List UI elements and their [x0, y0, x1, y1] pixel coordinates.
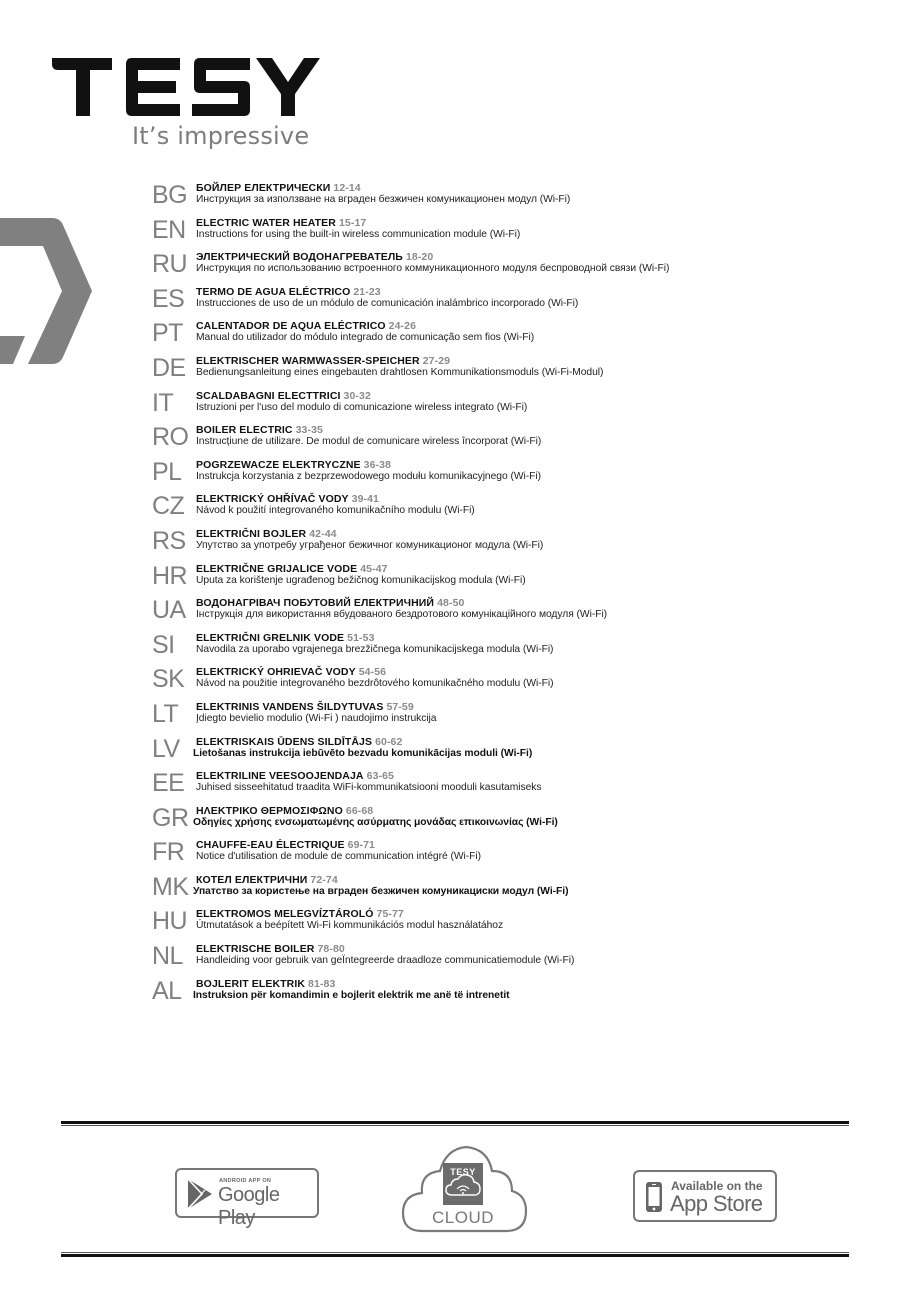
phone-icon — [645, 1181, 663, 1213]
section-title — [196, 217, 520, 229]
section-description: Įdiegto bevielio modulio (Wi-Fi ) naudojimo instrukcija — [196, 712, 437, 724]
section-title — [196, 805, 558, 817]
section-title — [196, 320, 534, 332]
section-title-text: CALENTADOR DE AQUA ELÉCTRICO — [196, 320, 386, 333]
page-range: 42-44 — [309, 527, 337, 540]
section-title-text: ELECTRIC WATER HEATER — [196, 216, 336, 229]
section-description: Lietošanas instrukcija iebūvēto bezvadu komunikācijas moduli (Wi-Fi) — [193, 747, 533, 759]
language-entry-lt — [150, 699, 870, 734]
section-title — [196, 908, 503, 920]
page-range: 27-29 — [422, 354, 451, 367]
language-entry-de — [150, 353, 870, 388]
section-title — [196, 182, 570, 194]
app-store-badge[interactable] — [633, 1170, 777, 1222]
section-title-text: ELEKTRISKAIS ŪDENS SILDĪTĀJS — [196, 735, 373, 748]
brand-tagline: It’s impressive — [132, 122, 310, 150]
section-title — [196, 978, 510, 990]
section-title-text: ΗΛΕΚΤΡΙΚΟ ΘΕΡΜΟΣΙΦΩΝΟ — [196, 804, 343, 817]
language-entry-al — [150, 976, 870, 1011]
section-description: Juhised sisseehitatud traadita WiFi-kommunikatsiooni mooduli kasutamiseks — [196, 782, 542, 794]
language-index — [150, 180, 870, 1010]
page-range: 69-71 — [347, 839, 375, 852]
language-code: SI — [152, 630, 175, 659]
page-range: 78-80 — [317, 943, 345, 956]
section-description: Инструкция за използване на вграден безжичен комуникационен модул (Wi-Fi) — [196, 194, 571, 205]
section-title — [196, 701, 436, 713]
language-code: FR — [152, 838, 185, 867]
language-code: MK — [152, 872, 189, 901]
language-code: NL — [152, 942, 183, 971]
language-text — [196, 666, 554, 690]
language-code: EE — [152, 769, 185, 798]
section-description: Útmutatások a beépített Wi-Fi kommunikációs modul használatához — [196, 920, 504, 932]
language-entry-ee — [150, 768, 870, 803]
section-title — [196, 286, 578, 298]
section-title-text: ELEKTRINIS VANDENS ŠILDYTUVAS — [196, 700, 384, 713]
cloud-tile-label: TESY — [450, 1167, 476, 1177]
language-code: AL — [152, 976, 182, 1005]
section-title-text: ЭЛЕКТРИЧЕСКИЙ ВОДОНАГРЕВАТЕЛЬ — [196, 251, 403, 264]
language-entry-ua — [150, 595, 870, 630]
language-code: LT — [152, 699, 179, 728]
section-title — [196, 597, 607, 609]
language-code: RU — [152, 250, 188, 279]
app-store-label: App Store — [670, 1191, 763, 1216]
language-entry-hu — [150, 906, 870, 941]
section-description: Notice d'utilisation de module de communication intégré (Wi-Fi) — [196, 851, 481, 863]
page-range: 30-32 — [343, 389, 371, 402]
language-code: UA — [152, 596, 186, 625]
language-code: HU — [152, 907, 188, 936]
language-text — [196, 528, 543, 552]
section-title — [196, 874, 568, 886]
section-description: Упутство за употребу уграђеног бежичног комуникационог модула (Wi-Fi) — [196, 539, 544, 551]
language-text — [196, 770, 541, 794]
language-code: DE — [152, 353, 186, 382]
section-title — [196, 632, 553, 644]
language-code: BG — [152, 181, 188, 209]
section-description: Uputa za korištenje ugrađenog bežičnog komunikacijskog modula (Wi-Fi) — [196, 574, 526, 586]
section-title-text: BOILER ELECTRIC — [196, 424, 293, 437]
language-code: RO — [152, 423, 189, 452]
google-play-icon — [186, 1178, 214, 1210]
section-title — [196, 943, 574, 955]
language-code: CZ — [152, 492, 185, 521]
section-title — [196, 839, 481, 851]
language-code: PL — [152, 457, 182, 486]
section-title — [196, 770, 541, 782]
language-code: SK — [152, 665, 185, 694]
section-title — [196, 424, 541, 436]
section-description: Инструкция по использованию встроенного коммуникационного модуля беспроводной связи (Wi-Fi) — [196, 263, 670, 275]
page-range: 45-47 — [360, 562, 388, 575]
section-title-text: BOJLERIT ELEKTRIK — [196, 977, 306, 990]
section-description: Navodila za uporabo vgrajenega brezžičnega komunikacijskega modula (Wi-Fi) — [196, 643, 554, 655]
language-text — [196, 182, 570, 206]
language-text — [196, 459, 541, 483]
page-range: 57-59 — [386, 700, 414, 713]
section-title-text: ELEKTROMOS MELEGVÍZTÁROLÓ — [196, 908, 374, 921]
language-text — [196, 390, 527, 414]
language-entry-ru — [150, 249, 870, 284]
section-title-text: БОЙЛЕР ЕЛЕКТРИЧЕСКИ — [196, 182, 331, 194]
page-range: 18-20 — [405, 251, 434, 264]
section-description: Instrukcja korzystania z bezprzewodowego modułu komunikacyjnego (Wi-Fi) — [196, 470, 541, 482]
google-play-badge[interactable] — [175, 1168, 319, 1229]
section-title-text: POGRZEWACZE ELEKTRYCZNE — [196, 458, 361, 471]
section-description: Istruzioni per l'uso del modulo di comunicazione wireless integrato (Wi-Fi) — [196, 401, 528, 413]
section-description: Instructions for using the built-in wireless communication module (Wi-Fi) — [196, 228, 521, 240]
language-code: GR — [152, 803, 189, 832]
language-entry-pt — [150, 318, 870, 353]
section-description: Bedienungsanleitung eines eingebauten drahtlosen Kommunikationsmoduls (Wi-Fi-Modul) — [196, 366, 604, 378]
section-title-text: ELEKTRILINE VEESOOJENDAJA — [196, 770, 364, 783]
section-title — [196, 459, 541, 471]
language-text — [196, 839, 481, 863]
section-description: Instrucțiune de utilizare. De modul de comunicare wireless încorporat (Wi-Fi) — [196, 436, 542, 448]
language-text — [193, 804, 558, 829]
section-description: Handleiding voor gebruik van geÏntegreerde draadloze communicatiemodule (Wi-Fi) — [196, 955, 575, 967]
section-title-text: ELEKTRISCHE BOILER — [196, 943, 315, 956]
section-title-text: ELEKTRICKÝ OHRIEVAČ VODY — [196, 666, 356, 679]
language-text — [196, 493, 475, 517]
language-code: ES — [152, 284, 185, 313]
language-entry-bg — [150, 180, 870, 215]
language-text — [193, 977, 510, 1002]
section-description: Manual do utilizador do módulo integrado de comunicação sem fios (Wi-Fi) — [196, 332, 535, 344]
language-entry-sk — [150, 664, 870, 699]
language-code: EN — [152, 215, 186, 244]
section-description: Instruksion për komandimin e bojlerit elektrik me anë të intrenetit — [193, 989, 510, 1001]
language-code: IT — [152, 388, 174, 417]
footer-bottom-rule — [61, 1252, 849, 1257]
language-text — [196, 217, 520, 241]
page-range: 12-14 — [333, 182, 361, 194]
language-text — [196, 320, 534, 344]
language-text — [196, 701, 436, 725]
section-title-text: ELEKTRIČNI GRELNIK VODE — [196, 631, 345, 644]
language-text — [196, 563, 526, 587]
page-range: 33-35 — [295, 424, 323, 437]
page-range: 81-83 — [308, 977, 336, 990]
section-title — [196, 736, 532, 748]
section-title — [196, 666, 554, 678]
language-text — [196, 286, 578, 310]
language-entry-cz — [150, 491, 870, 526]
language-entry-it — [150, 388, 870, 423]
section-description: Інструкція для використання вбудованого бездротового комунікаційного модуля (Wi-Fi) — [196, 609, 608, 621]
page-range: 54-56 — [358, 666, 387, 679]
language-entry-fr — [150, 837, 870, 872]
section-title-text: CHAUFFE-EAU ÉLECTRIQUE — [196, 839, 345, 852]
language-text — [196, 943, 574, 967]
language-text — [196, 597, 607, 621]
footer-top-rule — [61, 1121, 849, 1126]
language-entry-pl — [150, 457, 870, 492]
language-entry-rs — [150, 526, 870, 561]
section-title — [196, 355, 603, 367]
page-range: 36-38 — [363, 458, 392, 471]
page-range: 39-41 — [351, 493, 379, 506]
section-title-text: SCALDABAGNI ELECTTRICI — [196, 389, 341, 402]
section-title — [196, 563, 526, 575]
language-text — [196, 908, 503, 932]
section-description: Οδηγίες χρήσης ενσωματωμένης ασύρματης μονάδας επικοινωνίας (Wi-Fi) — [193, 816, 558, 828]
language-entry-ro — [150, 422, 870, 457]
google-play-label: Google Play — [218, 1184, 280, 1229]
section-description: Instrucciones de uso de un módulo de comunicación inalámbrico incorporado (Wi-Fi) — [196, 297, 579, 309]
section-description: Návod na použitie integrovaného bezdrôtového komunikačného modulu (Wi-Fi) — [196, 678, 554, 690]
language-entry-en — [150, 215, 870, 250]
language-entry-gr — [150, 803, 870, 838]
google-play-small-label: ANDROID APP ON — [219, 1178, 272, 1184]
chevron-decoration-icon — [0, 218, 92, 364]
language-entry-hr — [150, 561, 870, 596]
language-text — [196, 251, 669, 275]
section-title-text: ELEKTRISCHER WARMWASSER-SPEICHER — [196, 354, 420, 367]
page-range: 51-53 — [347, 631, 375, 644]
page-range: 75-77 — [376, 908, 404, 921]
section-title-text: TERMO DE AGUA ELÉCTRICO — [196, 285, 351, 298]
section-title — [196, 528, 543, 540]
section-title-text: ELEKTRIČNE GRIJALICE VODE — [196, 562, 358, 575]
tesy-logo — [52, 58, 320, 118]
page-range: 66-68 — [345, 804, 374, 817]
language-text — [193, 735, 533, 760]
language-text — [196, 355, 603, 379]
section-title-text: КОТЕЛ ЕЛЕКТРИЧНИ — [196, 873, 308, 886]
section-title-text: ELEKTRIČNI BOJLER — [196, 527, 307, 540]
page-range: 63-65 — [366, 770, 394, 783]
section-title — [196, 251, 669, 263]
cloud-label: CLOUD — [431, 1208, 494, 1227]
page-range: 15-17 — [338, 216, 367, 229]
language-code: HR — [152, 561, 188, 590]
section-description: Návod k použití integrovaného komunikačního modulu (Wi-Fi) — [196, 505, 475, 517]
section-title — [196, 390, 527, 402]
app-store-small-label: Available on the — [671, 1179, 763, 1193]
language-code: RS — [152, 526, 186, 555]
language-code: PT — [152, 319, 183, 348]
page-range: 24-26 — [388, 320, 417, 333]
section-title — [196, 493, 475, 505]
language-entry-es — [150, 284, 870, 319]
page-range: 60-62 — [375, 735, 403, 748]
language-text — [193, 873, 569, 898]
section-title-text: ВОДОНАГРІВАЧ ПОБУТОВИЙ ЕЛЕКТРИЧНИЙ — [196, 597, 435, 610]
section-title-text: ELEKTRICKÝ OHŘÍVAČ VODY — [196, 493, 349, 506]
section-description: Упатство за користење на вграден безжичен комуникациски модул (Wi-Fi) — [193, 885, 569, 897]
language-entry-lv — [150, 734, 870, 769]
language-entry-si — [150, 630, 870, 665]
language-code: LV — [152, 734, 180, 763]
language-text — [196, 424, 541, 448]
page-range: 48-50 — [437, 597, 465, 610]
page-range: 72-74 — [310, 873, 338, 886]
page-range: 21-23 — [353, 285, 381, 298]
language-entry-nl — [150, 941, 870, 976]
language-text — [196, 632, 553, 656]
language-entry-mk — [150, 872, 870, 907]
